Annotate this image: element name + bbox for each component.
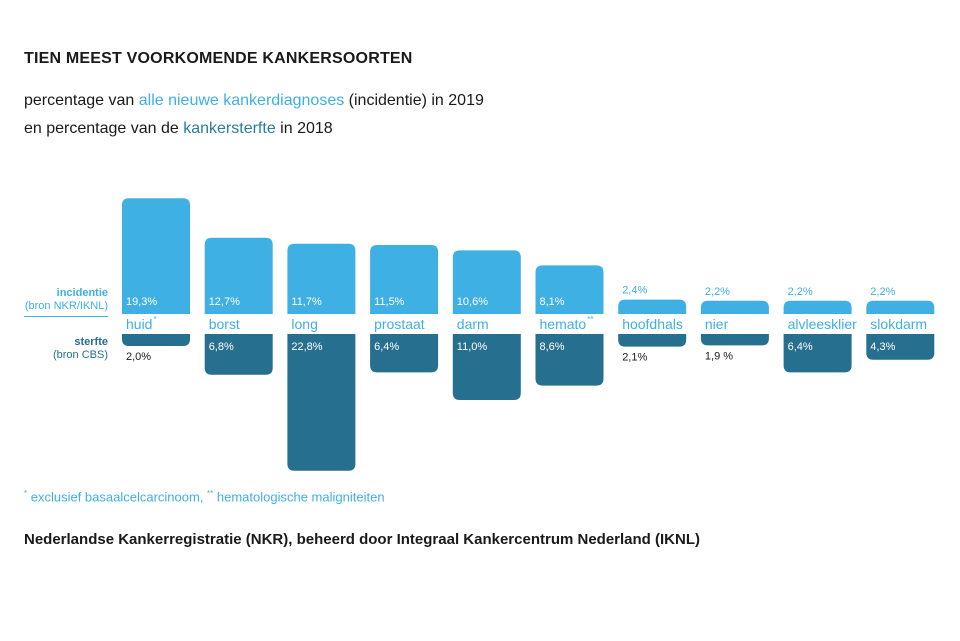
mortality-bar-huid	[122, 334, 190, 346]
subtitle-highlight-incidence: alle nieuwe kankerdiagnoses	[138, 92, 345, 109]
mortality-bar-prostaat	[370, 334, 438, 372]
category-label-slokdarm: slokdarm	[870, 316, 928, 332]
incidence-label-huid: 19,3%	[126, 296, 158, 308]
incidence-label-hoofdhals: 2,4%	[622, 284, 648, 297]
legend-incidence-name: incidentie	[56, 287, 108, 299]
bars-layer	[122, 198, 934, 471]
category-label-borst: borst	[208, 316, 240, 332]
footnote-text-1: exclusief basaalcelcarcinoom,	[27, 489, 208, 505]
legend-mortality-source: (bron CBS)	[52, 349, 108, 361]
incidence-label-alvleesklier: 2,2%	[787, 285, 813, 298]
incidence-label-long: 11,7%	[291, 296, 322, 308]
category-mark-hemato: **	[587, 315, 594, 324]
mortality-label-hoofdhals: 2,1%	[622, 351, 648, 364]
mortality-bar-long	[287, 334, 355, 471]
footnote-text-2: hematologische maligniteiten	[213, 489, 385, 505]
mortality-label-borst: 6,8%	[208, 341, 234, 353]
incidence-label-borst: 12,7%	[208, 296, 240, 308]
incidence-label-darm: 10,6%	[456, 296, 489, 308]
category-label-darm: darm	[456, 316, 489, 332]
subtitle-line-1-suffix: (incidentie) in 2019	[344, 92, 484, 109]
footnote-mark-2: **	[207, 489, 214, 498]
subtitle-line-1-prefix: percentage van	[24, 92, 139, 109]
category-label-long: long	[291, 316, 318, 332]
footnote	[24, 489, 385, 504]
footnote-mark-1: *	[24, 489, 28, 498]
legend	[24, 287, 108, 361]
legend-mortality-name: sterfte	[74, 336, 108, 348]
incidence-label-prostaat: 11,5%	[374, 296, 405, 308]
incidence-bar-nier	[701, 301, 769, 314]
category-label-alvleesklier: alvleesklier	[787, 316, 857, 332]
mortality-label-long: 22,8%	[291, 341, 323, 353]
category-label-huid: huid	[126, 316, 153, 332]
subtitle-line-2-suffix: in 2018	[275, 120, 333, 137]
mortality-label-alvleesklier: 6,4%	[787, 341, 813, 353]
incidence-bar-alvleesklier	[784, 301, 852, 314]
category-label-hoofdhals: hoofdhals	[622, 316, 683, 332]
category-label-prostaat: prostaat	[374, 316, 425, 332]
subtitle-line-2-prefix: en percentage van de	[24, 120, 184, 137]
mortality-label-darm: 11,0%	[456, 341, 488, 353]
mortality-bar-hoofdhals	[618, 334, 686, 347]
mortality-bar-alvleesklier	[784, 334, 852, 372]
incidence-bar-hoofdhals	[618, 300, 686, 314]
category-mark-huid: *	[153, 315, 157, 324]
mortality-label-huid: 2,0%	[126, 351, 152, 363]
subtitle-highlight-mortality: kankersterfte	[183, 120, 276, 137]
mortality-label-slokdarm: 4,3%	[870, 341, 896, 353]
category-label-nier: nier	[704, 316, 729, 332]
source-credit: Nederlandse Kankerregistratie (NKR), beheerd door Integraal Kankercentrum Nederland (IKNL)	[24, 531, 700, 548]
mortality-label-prostaat: 6,4%	[374, 341, 400, 353]
incidence-label-hemato: 8,1%	[539, 296, 565, 308]
legend-incidence-source: (bron NKR/IKNL)	[24, 300, 108, 312]
incidence-bar-slokdarm	[866, 301, 934, 314]
mortality-label-nier: 1,9 %	[704, 350, 734, 363]
category-label-hemato: hemato	[539, 316, 587, 332]
mortality-label-hemato: 8,6%	[539, 341, 565, 353]
incidence-label-slokdarm: 2,2%	[870, 285, 896, 298]
chart-title: TIEN MEEST VOORKOMENDE KANKERSOORTEN	[24, 50, 413, 67]
mortality-bar-nier	[701, 334, 769, 345]
incidence-label-nier: 2,2%	[704, 285, 730, 298]
